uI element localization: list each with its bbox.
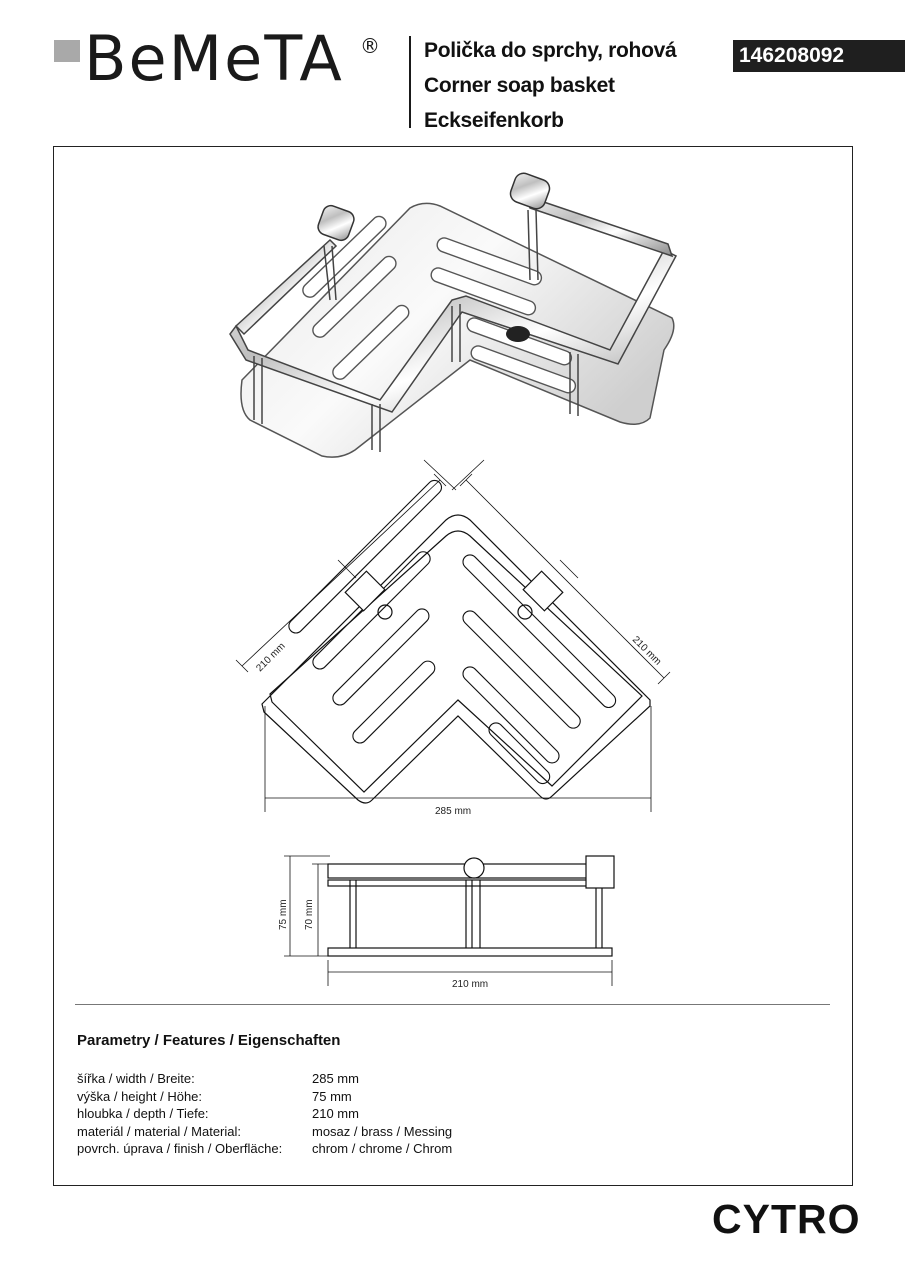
feature-row: [77, 1105, 452, 1123]
dim-top-left: 210 mm: [254, 640, 288, 675]
feature-label: šířka / width / Breite:: [77, 1071, 195, 1086]
features-title: Parametry / Features / Eigenschaften: [77, 1032, 341, 1049]
feature-label: materiál / material / Material:: [77, 1123, 241, 1139]
feature-row: [77, 1088, 452, 1106]
product-code: 146208092: [733, 40, 905, 72]
features-divider: [75, 1004, 830, 1005]
series-name: CYTRO: [712, 1196, 861, 1242]
feature-label: výška / height / Höhe:: [77, 1088, 203, 1104]
side-view: [284, 856, 614, 986]
dim-top-right: 210 mm: [629, 634, 664, 668]
dim-side-height-inner: 70 mm: [304, 899, 315, 930]
brand-logo: BeMeTA: [84, 22, 344, 95]
feature-value: chrom / chrome / Chrom: [312, 1141, 453, 1156]
feature-value: 75 mm: [312, 1088, 352, 1104]
feature-label: povrch. úprava / finish / Oberfläche:: [77, 1141, 283, 1156]
feature-value: 210 mm: [312, 1106, 359, 1121]
feature-row: [77, 1140, 452, 1158]
title-english: Corner soap basket: [424, 74, 615, 97]
title-czech: Polička do sprchy, rohová: [424, 39, 677, 62]
feature-value: 285 mm: [312, 1071, 359, 1086]
dim-side-width: 210 mm: [452, 979, 489, 990]
registered-mark: ®: [360, 34, 380, 58]
top-view: [236, 460, 670, 812]
dim-side-height-outer: 75 mm: [278, 899, 289, 930]
title-german: Eckseifenkorb: [424, 109, 564, 132]
dim-top-width: 285 mm: [435, 806, 472, 817]
feature-value: mosaz / brass / Messing: [312, 1123, 453, 1139]
feature-label: hloubka / depth / Tiefe:: [77, 1106, 209, 1121]
product-image: [230, 171, 676, 457]
feature-row: [77, 1070, 452, 1088]
feature-row: [77, 1123, 452, 1141]
features-table: [77, 1070, 452, 1158]
